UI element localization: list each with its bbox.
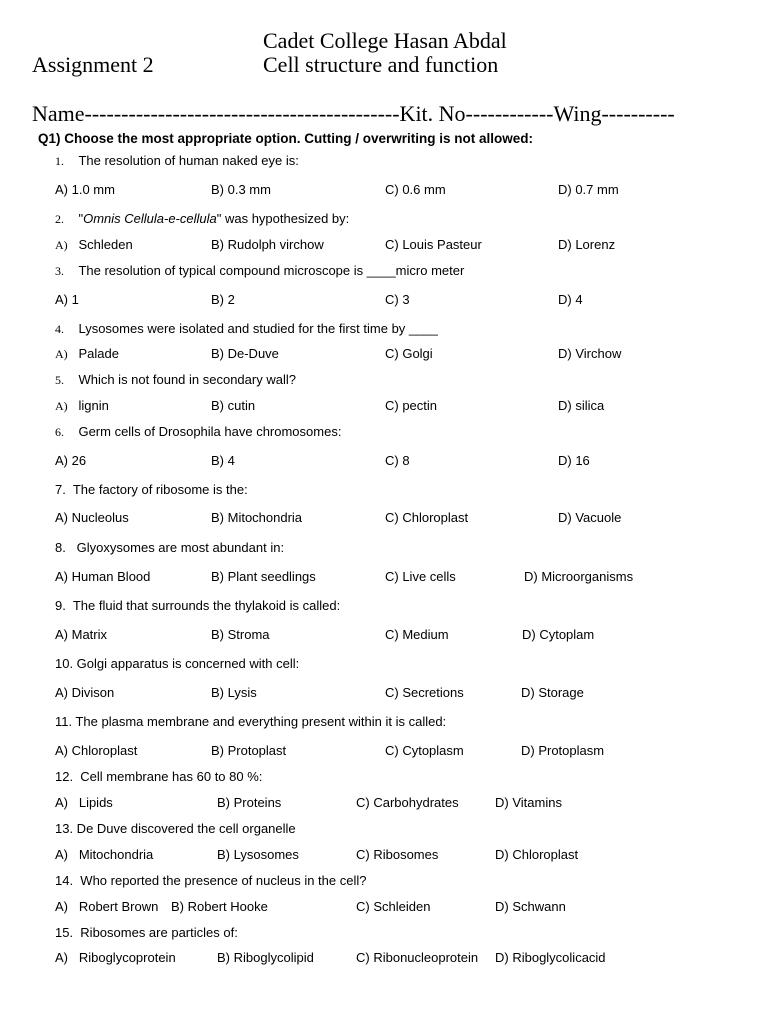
option-a: A) 1 <box>55 292 79 307</box>
option-c: C) 8 <box>385 453 410 468</box>
option-a: A) lignin <box>55 398 109 413</box>
option-b: B) Protoplast <box>211 743 287 758</box>
option-c: C) Ribosomes <box>356 847 439 862</box>
option-a: A) 1.0 mm <box>55 182 115 197</box>
question-9: 9. The fluid that surrounds the thylakoid is called: <box>55 598 341 613</box>
option-d: D) Protoplasm <box>521 743 605 758</box>
option-b: B) 2 <box>211 292 235 307</box>
option-c: C) Secretions <box>385 685 464 700</box>
option-d: D) Schwann <box>495 899 566 914</box>
option-d: D) silica <box>558 398 605 413</box>
option-b: B) cutin <box>211 398 256 413</box>
question-11: 11. The plasma membrane and everything present within it is called: <box>55 714 447 729</box>
option-c: C) 0.6 mm <box>385 182 446 197</box>
question-14: 14. Who reported the presence of nucleus in the cell? <box>55 873 367 888</box>
option-d: D) 4 <box>558 292 583 307</box>
question-5: 5. Which is not found in secondary wall? <box>55 372 296 387</box>
option-d: D) Riboglycolicacid <box>495 950 606 965</box>
option-c: C) Chloroplast <box>385 510 469 525</box>
option-d: D) Lorenz <box>558 237 616 252</box>
option-b: B) Mitochondria <box>211 510 303 525</box>
instructions: Q1) Choose the most appropriate option. Cutting / overwriting is not allowed: <box>38 131 534 146</box>
option-a: A) Mitochondria <box>55 847 154 862</box>
option-b: B) Proteins <box>217 795 282 810</box>
option-c: C) 3 <box>385 292 410 307</box>
question-13: 13. De Duve discovered the cell organelle <box>55 821 296 836</box>
option-a: A) Human Blood <box>55 569 151 584</box>
option-a: A) Palade <box>55 346 119 361</box>
option-c: C) pectin <box>385 398 438 413</box>
option-a: A) Riboglycoprotein <box>55 950 176 965</box>
option-d: D) 16 <box>558 453 590 468</box>
assignment-label: Assignment 2 <box>32 52 154 77</box>
question-7: 7. The factory of ribosome is the: <box>55 482 248 497</box>
option-c: C) Louis Pasteur <box>385 237 482 252</box>
option-c: C) Medium <box>385 627 449 642</box>
question-3: 3. The resolution of typical compound microscope is ____micro meter <box>55 263 465 278</box>
option-b: B) Lysis <box>211 685 257 700</box>
school-name: Cadet College Hasan Abdal <box>263 28 507 53</box>
option-b: B) Plant seedlings <box>211 569 316 584</box>
question-12: 12. Cell membrane has 60 to 80 %: <box>55 769 263 784</box>
option-d: D) Storage <box>521 685 584 700</box>
question-6: 6. Germ cells of Drosophila have chromosomes: <box>55 424 342 439</box>
option-c: C) Ribonucleoprotein <box>356 950 479 965</box>
option-b: B) Robert Hooke <box>171 899 268 914</box>
option-c: C) Live cells <box>385 569 456 584</box>
option-b: B) Riboglycolipid <box>217 950 314 965</box>
option-d: D) 0.7 mm <box>558 182 619 197</box>
option-c: C) Cytoplasm <box>385 743 464 758</box>
option-c: C) Schleiden <box>356 899 431 914</box>
name-kit-wing-line: Name-------------------------------------------Kit. No------------Wing---------- <box>32 101 675 126</box>
option-b: B) Lysosomes <box>217 847 299 862</box>
option-b: B) 0.3 mm <box>211 182 271 197</box>
option-a: A) Schleden <box>55 237 133 252</box>
option-c: C) Carbohydrates <box>356 795 459 810</box>
option-b: B) De-Duve <box>211 346 279 361</box>
option-b: B) Stroma <box>211 627 270 642</box>
option-a: A) Divison <box>55 685 115 700</box>
question-10: 10. Golgi apparatus is concerned with cell: <box>55 656 300 671</box>
question-1: 1. The resolution of human naked eye is: <box>55 153 299 168</box>
option-b: B) Rudolph virchow <box>211 237 324 252</box>
option-a: A) Chloroplast <box>55 743 138 758</box>
question-4: 4. Lysosomes were isolated and studied for the first time by ____ <box>55 321 438 336</box>
option-a: A) Lipids <box>55 795 113 810</box>
option-d: D) Chloroplast <box>495 847 579 862</box>
option-d: D) Vacuole <box>558 510 622 525</box>
option-a: A) 26 <box>55 453 87 468</box>
option-b: B) 4 <box>211 453 235 468</box>
option-d: D) Microorganisms <box>524 569 634 584</box>
option-d: D) Vitamins <box>495 795 562 810</box>
option-a: A) Matrix <box>55 627 107 642</box>
question-15: 15. Ribosomes are particles of: <box>55 925 238 940</box>
option-a: A) Nucleolus <box>55 510 129 525</box>
option-a: A) Robert Brown <box>55 899 159 914</box>
question-2: 2. "Omnis Cellula-e-cellula" was hypothesized by: <box>55 211 350 226</box>
option-d: D) Virchow <box>558 346 622 361</box>
subject-title: Cell structure and function <box>263 52 499 77</box>
option-c: C) Golgi <box>385 346 433 361</box>
question-8: 8. Glyoxysomes are most abundant in: <box>55 540 285 555</box>
option-d: D) Cytoplam <box>522 627 595 642</box>
